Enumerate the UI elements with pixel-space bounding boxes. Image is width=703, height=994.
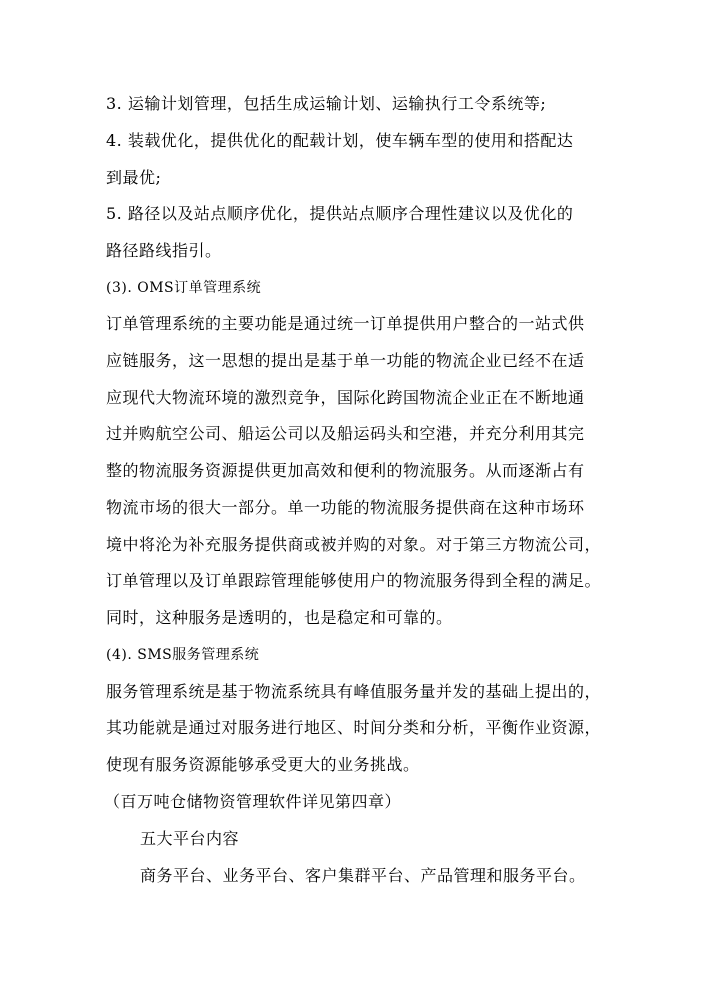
paragraph-oms-line-9: 同时，这种服务是透明的，也是稳定和可靠的。 (106, 608, 453, 627)
paragraph-oms-line-4: 过并购航空公司、船运公司以及船运码头和空港，并充分利用其完 (106, 424, 585, 443)
paragraph-oms-line-6: 物流市场的很大一部分。单一功能的物流服务提供商在这种市场环 (106, 498, 585, 517)
section-heading-sms: (4). SMS服务管理系统 (106, 647, 260, 663)
platform-heading: 五大平台内容 (140, 829, 240, 848)
list-item-3: 3. 运输计划管理，包括生成运输计划、运输执行工令系统等; (106, 94, 547, 113)
paragraph-sms-line-2: 其功能就是通过对服务进行地区、时间分类和分析，平衡作业资源， (106, 718, 602, 737)
paragraph-oms-line-8: 订单管理以及订单跟踪管理能够使用户的物流服务得到全程的满足。 (106, 571, 602, 590)
paragraph-sms-line-3: 使现有服务资源能够承受更大的业务挑战。 (106, 755, 420, 774)
section-heading-oms: (3). OMS订单管理系统 (106, 280, 262, 296)
list-item-5: 5. 路径以及站点顺序优化，提供站点顺序合理性建议以及优化的 (106, 204, 574, 223)
platform-list: 商务平台、业务平台、客户集群平台、产品管理和服务平台。 (140, 866, 586, 885)
list-item-4: 4. 装载优化，提供优化的配载计划，使车辆车型的使用和搭配达 (106, 131, 574, 150)
list-item-4-continued: 到最优; (106, 168, 162, 187)
paragraph-oms-line-1: 订单管理系统的主要功能是通过统一订单提供用户整合的一站式供 (106, 314, 585, 333)
chapter-reference-note: （百万吨仓储物资管理软件详见第四章） (104, 792, 402, 811)
paragraph-oms-line-7: 境中将沦为补充服务提供商或被并购的对象。对于第三方物流公司， (106, 535, 602, 554)
paragraph-oms-line-2: 应链服务，这一思想的提出是基于单一功能的物流企业已经不在适 (106, 351, 585, 370)
paragraph-oms-line-3: 应现代大物流环境的激烈竞争，国际化跨国物流企业正在不断地通 (106, 388, 585, 407)
paragraph-sms-line-1: 服务管理系统是基于物流系统具有峰值服务量并发的基础上提出的， (106, 682, 602, 701)
list-item-5-continued: 路径路线指引。 (106, 241, 222, 260)
paragraph-oms-line-5: 整的物流服务资源提供更加高效和便利的物流服务。从而逐渐占有 (106, 461, 585, 480)
